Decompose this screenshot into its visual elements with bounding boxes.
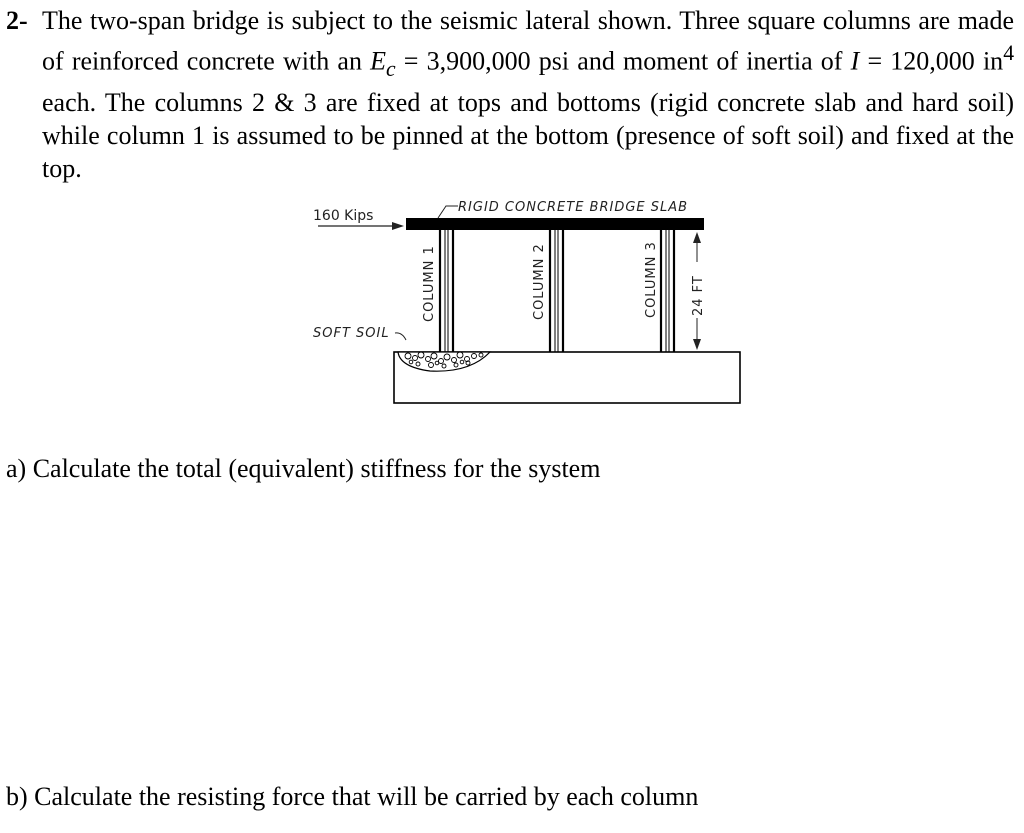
column-3 xyxy=(661,230,674,352)
height-label: 24 FT xyxy=(691,275,706,316)
column-1 xyxy=(440,230,453,356)
ec-value: = 3,900,000 psi and moment of inertia of xyxy=(395,46,851,76)
slab-label: RIGID CONCRETE BRIDGE SLAB xyxy=(458,200,689,215)
column-2 xyxy=(550,230,563,352)
column-1-label: COLUMN 1 xyxy=(422,245,437,322)
question-a: a) Calculate the total (equivalent) stiffness for the system xyxy=(6,454,601,483)
column-2-label: COLUMN 2 xyxy=(532,243,547,320)
question-b: b) Calculate the resisting force that will be carried by each column xyxy=(6,782,699,811)
ec-subscript: c xyxy=(386,56,396,81)
problem-text-part2: each. The columns 2 & 3 are fixed at tops and bottoms (rigid concrete slab and hard soil) while column 1 is assumed to be pinned at the bottom (presence of soft soil) and fixed at the top. xyxy=(42,87,1014,183)
bridge-slab xyxy=(406,218,704,230)
i-variable: I xyxy=(850,46,860,76)
slab-leader xyxy=(438,206,458,218)
soil-leader xyxy=(395,333,406,340)
soil-label: SOFT SOIL xyxy=(313,326,390,341)
problem-number: 2- xyxy=(6,6,28,35)
ec-variable: E xyxy=(370,46,387,76)
column-3-label: COLUMN 3 xyxy=(644,241,659,318)
i-value: = 120,000 in xyxy=(859,46,1004,76)
load-label: 160 Kips xyxy=(313,208,374,224)
problem-text-part1: The two-span bridge is subject to the seismic lateral shown. Three square columns are made of reinforced concrete with an xyxy=(42,6,1014,76)
height-arrowhead-top xyxy=(693,232,701,243)
load-arrowhead xyxy=(392,222,404,230)
height-arrowhead-bottom xyxy=(693,339,701,350)
i-exponent: 4 xyxy=(1003,41,1015,65)
